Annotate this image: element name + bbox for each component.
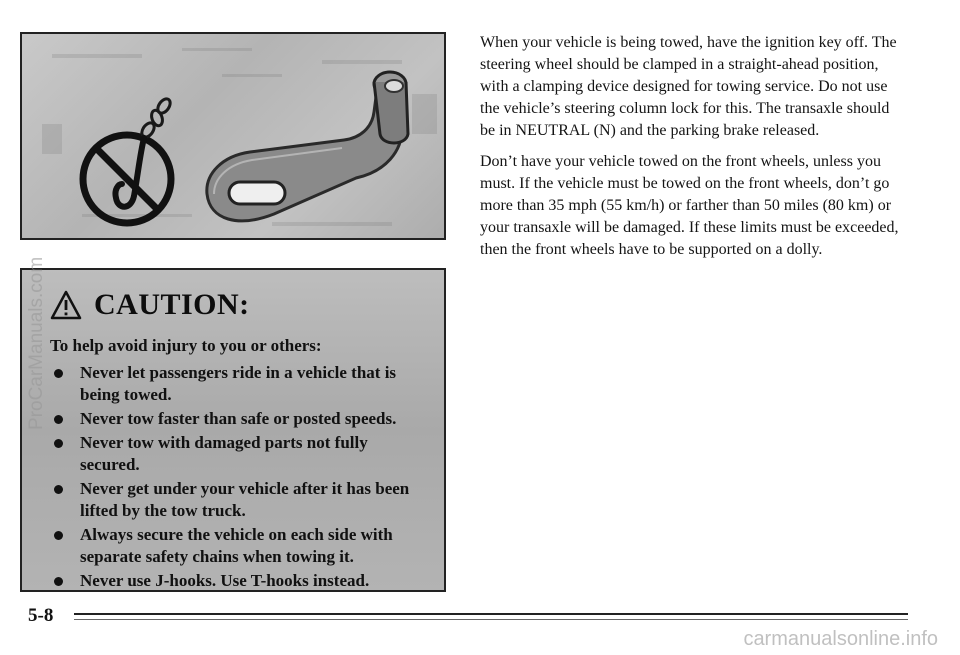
- body-paragraph: Don’t have your vehicle towed on the front wheels, unless you must. If the vehicle must be towed on the front wheels, don’t go more than 35 mph (55 km/h) or farther than 50 miles (80 km) or your transaxle will be damaged. If these limits must be exceeded, then the front wheels have to be supported on a dolly.: [480, 153, 899, 258]
- hook-illustration-svg: [22, 34, 446, 240]
- caution-box: [20, 268, 446, 592]
- caution-header: [50, 288, 420, 322]
- footer-rule: [74, 613, 908, 615]
- warning-triangle-icon: [50, 290, 82, 320]
- caution-item: Never tow with damaged parts not fully secured.: [50, 432, 420, 476]
- bullet-icon: [54, 531, 63, 540]
- bullet-icon: [54, 577, 63, 586]
- footer-rule-thin: [74, 619, 908, 620]
- body-paragraph: When your vehicle is being towed, have the ignition key off. The steering wheel should be clamped in a straight-ahead position, with a clamping device designed for towing service. Do not use the vehicle’s steering column lock for this. The transaxle should be in NEUTRAL (N) and the parking brake released.: [480, 34, 897, 139]
- bullet-icon: [54, 415, 63, 424]
- watermark-left: ProCarManuals.com: [26, 256, 47, 430]
- page-footer: [28, 605, 908, 625]
- bullet-icon: [54, 439, 63, 448]
- caution-intro: To help avoid injury to you or others:: [50, 336, 322, 355]
- caution-item: Never tow faster than safe or posted speeds.: [50, 408, 420, 430]
- body-text: [480, 32, 900, 270]
- hook-illustration: [20, 32, 446, 240]
- page-number: 5-8: [28, 605, 54, 626]
- t-hook-illustration: [207, 72, 408, 221]
- bullet-icon: [54, 369, 63, 378]
- watermark-bottom: carmanualsonline.info: [743, 628, 938, 650]
- caution-list: [50, 362, 420, 592]
- caution-item: Always secure the vehicle on each side with separate safety chains when towing it.: [50, 524, 420, 568]
- caution-item: Never get under your vehicle after it has been lifted by the tow truck.: [50, 478, 420, 522]
- bullet-icon: [54, 485, 63, 494]
- caution-title: CAUTION:: [94, 288, 250, 321]
- no-j-hook-icon: [83, 97, 173, 223]
- caution-item: Never let passengers ride in a vehicle that is being towed.: [50, 362, 420, 406]
- caution-item: Never use J-hooks. Use T-hooks instead.: [50, 570, 420, 592]
